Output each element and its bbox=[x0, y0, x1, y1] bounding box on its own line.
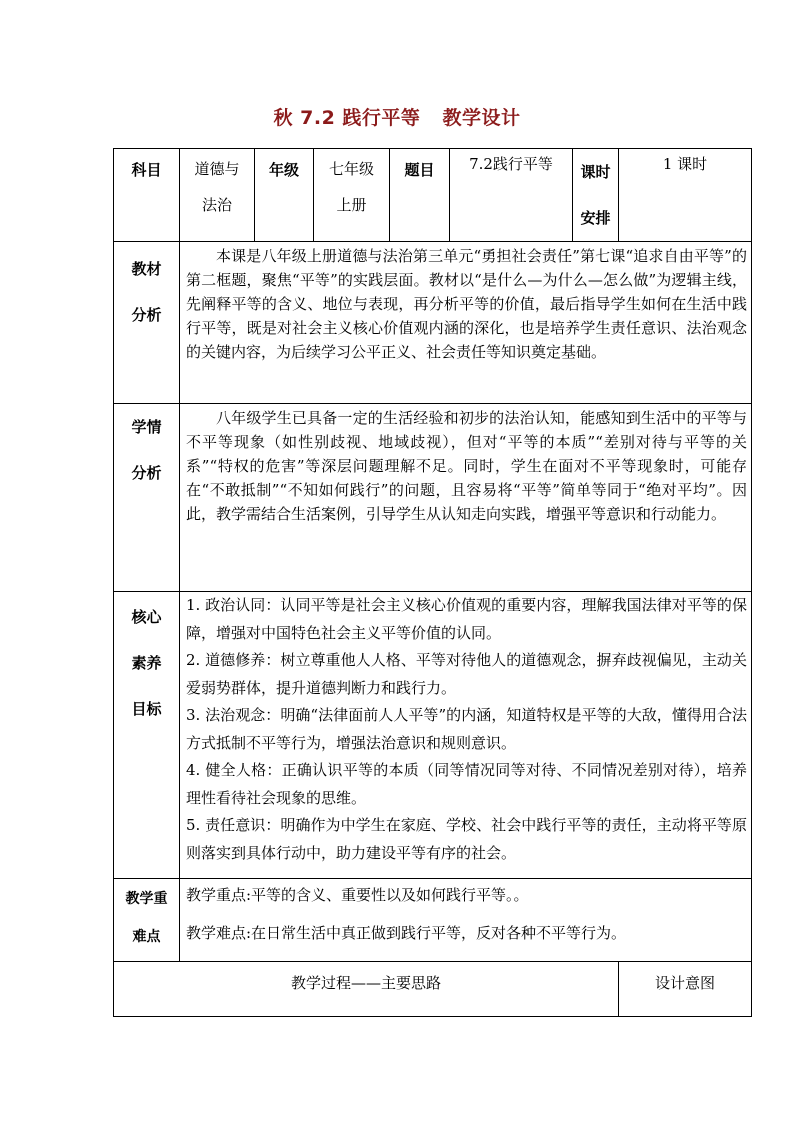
learners-label-line2: 分析 bbox=[131, 464, 162, 482]
goals-label-cell bbox=[114, 592, 180, 879]
process-header-row bbox=[114, 962, 752, 1017]
subject-label-cell bbox=[114, 149, 180, 242]
textbook-label-cell bbox=[114, 242, 180, 404]
focus-row bbox=[114, 879, 752, 962]
textbook-label-line1: 教材 bbox=[131, 260, 162, 278]
document-title bbox=[0, 103, 794, 130]
subject-value-line2: 法治 bbox=[201, 196, 232, 214]
process-intent-label: 设计意图 bbox=[619, 962, 752, 1017]
grade-label-cell bbox=[255, 149, 314, 242]
goals-label-line1: 核心 bbox=[131, 608, 162, 626]
goal-item-political: 1. 政治认同：认同平等是社会主义核心价值观的重要内容，理解我国法律对平等的保障，增强对中国特色社会主义平等价值的认同。 bbox=[186, 596, 747, 642]
goals-label-line2: 素养 bbox=[131, 654, 162, 672]
topic-label-cell bbox=[390, 149, 450, 242]
textbook-row bbox=[114, 242, 752, 404]
focus-label-cell bbox=[114, 879, 180, 962]
goal-item-moral: 2. 道德修养：树立尊重他人人格、平等对待他人的道德观念，摒弃歧视偏见，主动关爱弱势群体，提升道德判断力和践行力。 bbox=[186, 651, 747, 697]
grade-value-cell bbox=[314, 149, 390, 242]
topic-label: 题目 bbox=[404, 161, 435, 179]
learners-analysis-text: 八年级学生已具备一定的生活经验和初步的法治认知，能感知到生活中的平等与不平等现象（如性别歧视、地域歧视），但对“平等的本质”“差别对待与平等的关系”“特权的危害”等深层问题理解不足。同时，学生在面对不平等现象时，可能存在“不敢抵制”“不知如何践行”的问题，且容易将“平等”简单等同于“绝对平均”。因此，教学需结合生活案例，引导学生从认知走向实践，增强平等意识和行动能力。 bbox=[180, 404, 752, 592]
focus-content bbox=[180, 879, 752, 962]
topic-value-cell bbox=[450, 149, 573, 242]
focus-label-line2: 难点 bbox=[132, 929, 161, 945]
goal-item-legal: 3. 法治观念：明确“法律面前人人平等”的内涵，知道特权是平等的大敌，懂得用合法方式抵制不平等行为，增强法治意识和规则意识。 bbox=[186, 706, 747, 752]
hours-value-cell bbox=[619, 149, 752, 242]
title-main: 秋 7.2 践行平等 bbox=[273, 107, 421, 129]
difficult-point-text: 教学难点:在日常生活中真正做到践行平等，反对各种不平等行为。 bbox=[186, 924, 627, 942]
hours-label-line2: 安排 bbox=[580, 209, 611, 227]
grade-label: 年级 bbox=[268, 161, 299, 179]
learners-label-line1: 学情 bbox=[131, 418, 162, 436]
process-main-label: 教学过程——主要思路 bbox=[114, 962, 619, 1017]
goal-item-responsibility: 5. 责任意识：明确作为中学生在家庭、学校、社会中践行平等的责任，主动将平等原则落实到具体行动中，助力建设平等有序的社会。 bbox=[186, 816, 747, 862]
hours-label-line1: 课时 bbox=[580, 163, 611, 181]
hours-label-cell bbox=[573, 149, 619, 242]
header-row bbox=[114, 149, 752, 242]
hours-value: 1 课时 bbox=[662, 155, 708, 173]
goals-list bbox=[180, 592, 752, 879]
goals-label-line3: 目标 bbox=[131, 700, 162, 718]
textbook-label-line2: 分析 bbox=[131, 306, 162, 324]
grade-value-line2: 上册 bbox=[336, 196, 367, 214]
key-point-text: 教学重点:平等的含义、重要性以及如何践行平等。。 bbox=[186, 886, 529, 904]
lesson-plan-table bbox=[113, 148, 752, 1017]
topic-value: 7.2践行平等 bbox=[469, 155, 553, 173]
title-sub: 教学设计 bbox=[442, 107, 521, 129]
focus-label-line1: 教学重 bbox=[125, 891, 168, 907]
subject-label: 科目 bbox=[131, 161, 162, 179]
goal-item-personality: 4. 健全人格：正确认识平等的本质（同等情况同等对待、不同情况差别对待），培养理性看待社会现象的思维。 bbox=[186, 761, 747, 807]
subject-value-cell bbox=[180, 149, 255, 242]
textbook-analysis-text: 本课是八年级上册道德与法治第三单元“勇担社会责任”第七课“追求自由平等”的第二框题，聚焦“平等”的实践层面。教材以“是什么—为什么—怎么做”为逻辑主线，先阐释平等的含义、地位与表现，再分析平等的价值，最后指导学生如何在生活中践行平等，既是对社会主义核心价值观内涵的深化，也是培养学生责任意识、法治观念的关键内容，为后续学习公平正义、社会责任等知识奠定基础。 bbox=[180, 242, 752, 404]
learners-label-cell bbox=[114, 404, 180, 592]
subject-value-line1: 道德与 bbox=[194, 160, 240, 178]
goals-row bbox=[114, 592, 752, 879]
grade-value-line1: 七年级 bbox=[328, 160, 374, 178]
learners-row bbox=[114, 404, 752, 592]
